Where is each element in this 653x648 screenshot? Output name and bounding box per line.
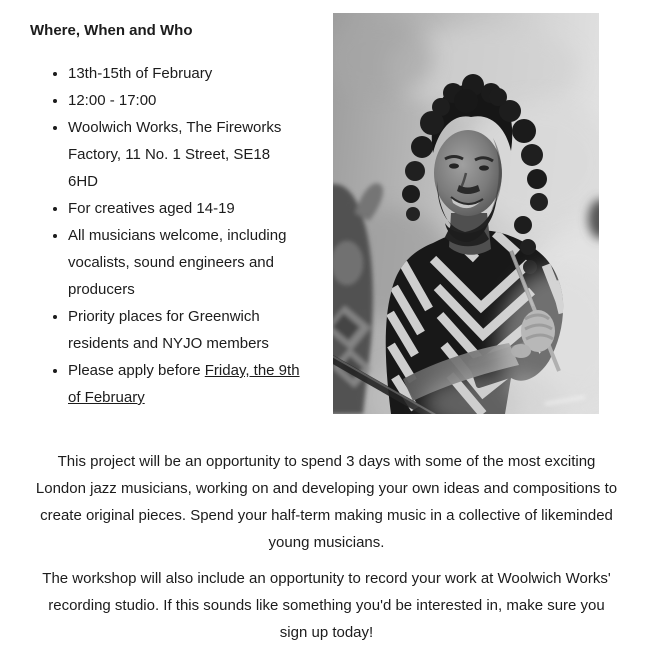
list-item-ages: • For creatives aged 14-19 [68,195,302,222]
event-info-column [30,13,333,411]
description-section [0,448,653,646]
apply-deadline-link[interactable]: Friday, the 9th of February [68,362,300,406]
workshop-signup-paragraph: The workshop will also include an opportunity to record your work at Woolwich Works' recording studio. If this sounds like something you'd be interested in, make sure you sign up today! [42,570,611,641]
list-item-priority: • Priority places for Greenwich residents and NYJO members [68,303,302,357]
event-photo-illustration [333,13,599,414]
event-photo [333,13,599,414]
section-heading: Where, When and Who [30,22,193,39]
project-description-paragraph: This project will be an opportunity to spend 3 days with some of the most exciting London jazz musicians, working on and developing your own ideas and compositions to create original pieces. Spend your half-term making music in a collective of likeminded young musicians. [35,453,618,551]
list-item-dates: • 13th-15th of February [68,60,302,87]
apply-prefix-text: Please apply before [68,362,205,379]
list-item-venue: • Woolwich Works, The Fireworks Factory, 11 No. 1 Street, SE18 6HD [68,114,302,195]
event-details-list [30,60,302,411]
list-item-musicians: • All musicians welcome, including vocalists, sound engineers and producers [68,222,302,303]
list-item-times: • 12:00 - 17:00 [68,87,302,114]
list-item-apply [68,357,302,411]
